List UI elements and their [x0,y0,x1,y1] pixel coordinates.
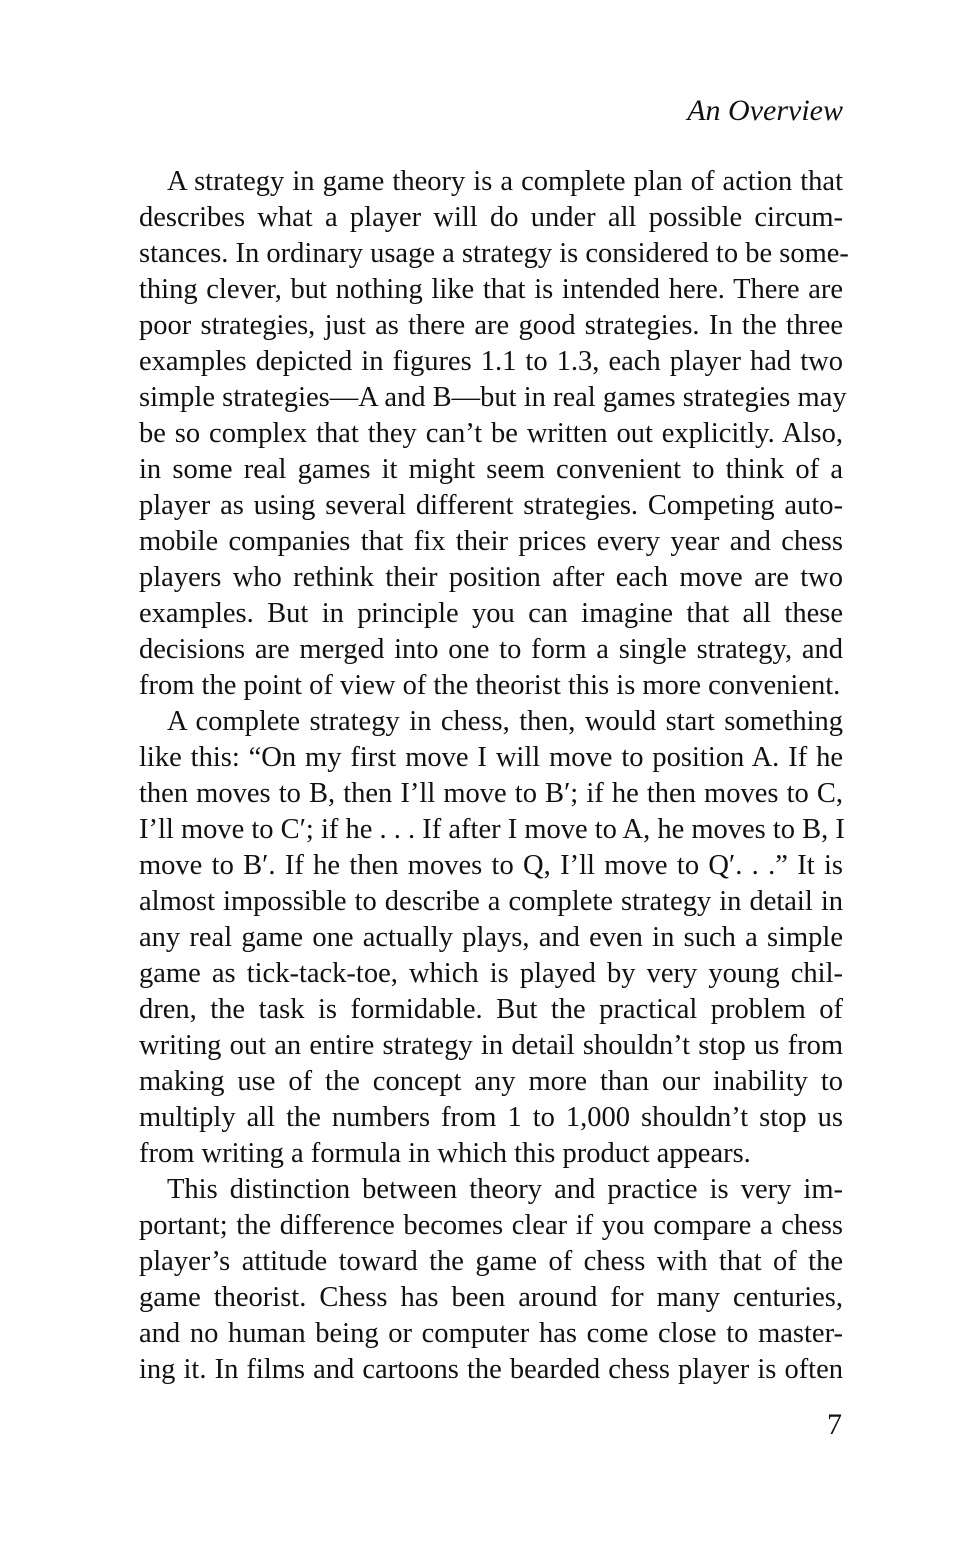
text-line: move to B′. If he then moves to Q, I’ll move to Q′. . .” It is [139,850,843,881]
text-line: ing it. In films and cartoons the bearded chess player is often [139,1354,843,1385]
text-line: portant; the difference becomes clear if you compare a chess [139,1210,843,1241]
text-line: from the point of view of the theorist this is more convenient. [139,670,841,701]
text-line: thing clever, but nothing like that is intended here. There are [139,274,843,305]
text-line: from writing a formula in which this product appears. [139,1138,751,1169]
text-line: game as tick-tack-toe, which is played by very young chil- [139,958,843,989]
text-line: This distinction between theory and practice is very im- [167,1174,843,1205]
text-line: stances. In ordinary usage a strategy is considered to be some- [139,238,849,269]
paragraph [139,1172,843,1388]
text-line: describes what a player will do under all possible circum- [139,202,843,233]
text-line: examples. But in principle you can imagine that all these [139,598,843,629]
body-text [139,164,849,1388]
text-line: making use of the concept any more than our inability to [139,1066,843,1097]
text-line: almost impossible to describe a complete strategy in detail in [139,886,843,917]
text-line: multiply all the numbers from 1 to 1,000 shouldn’t stop us [139,1102,843,1133]
text-line: in some real games it might seem convenient to think of a [139,454,843,485]
text-line: simple strategies—A and B—but in real games strategies may [139,382,847,413]
text-line: player’s attitude toward the game of chess with that of the [139,1246,843,1277]
text-line: dren, the task is formidable. But the practical problem of [139,994,843,1025]
text-line: mobile companies that fix their prices every year and chess [139,526,843,557]
text-line: game theorist. Chess has been around for many centuries, [139,1282,843,1313]
text-line: A strategy in game theory is a complete plan of action that [167,166,843,197]
text-line: player as using several different strategies. Competing auto- [139,490,843,521]
text-line: examples depicted in figures 1.1 to 1.3, each player had two [139,346,843,377]
text-line: poor strategies, just as there are good strategies. In the three [139,310,843,341]
page-number: 7 [827,1408,842,1441]
text-line: and no human being or computer has come close to master- [139,1318,843,1349]
text-line: A complete strategy in chess, then, would start something [167,706,843,737]
text-line: writing out an entire strategy in detail shouldn’t stop us from [139,1030,843,1061]
text-line: players who rethink their position after each move are two [139,562,843,593]
text-line: any real game one actually plays, and even in such a simple [139,922,843,953]
paragraph [139,704,843,1172]
paragraph [139,164,849,704]
running-head: An Overview [687,94,843,127]
text-line: then moves to B, then I’ll move to B′; if he then moves to C, [139,778,843,809]
text-line: be so complex that they can’t be written out explicitly. Also, [139,418,843,449]
text-line: decisions are merged into one to form a single strategy, and [139,634,843,665]
text-line: like this: “On my first move I will move to position A. If he [139,742,843,773]
text-line: I’ll move to C′; if he . . . If after I move to A, he moves to B, I [139,814,845,845]
